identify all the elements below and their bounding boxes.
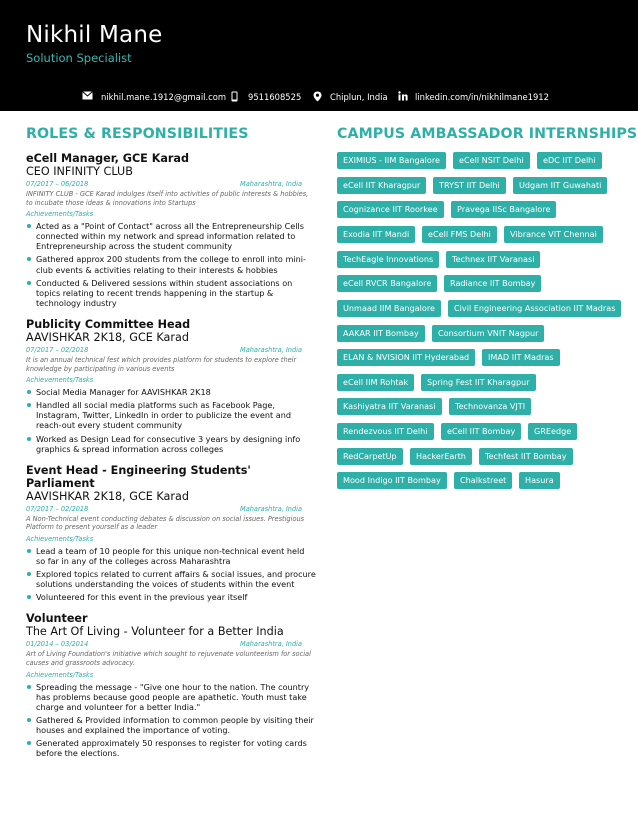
internship-tag: Technex IIT Varanasi [446, 251, 540, 268]
phone-icon [231, 91, 238, 102]
contact-location-text: Chiplun, India [330, 92, 388, 102]
job-organization: AAVISHKAR 2K18, GCE Karad [26, 489, 189, 503]
achievements-list [26, 546, 316, 602]
list-item-text: Acted as a "Point of Contact" across all the Entrepreneurship Cells connected within my network and spread information related to Entrepreneurship across the student community [36, 221, 304, 252]
list-item-text: Social Media Manager for AAVISHKAR 2K18 [36, 387, 211, 398]
job-meta [26, 180, 316, 190]
contact-email-text: nikhil.mane.1912@gmail.com [101, 92, 227, 102]
job-title: Publicity Committee Head [26, 317, 191, 331]
list-item [26, 221, 316, 251]
contact-bar [0, 91, 638, 105]
internship-tag: EXIMIUS - IIM Bangalore [337, 152, 446, 169]
internship-tag: Rendezvous IIT Delhi [337, 423, 434, 440]
section-title: CAMPUS AMBASSADOR INTERNSHIPS [337, 126, 638, 142]
list-item [26, 592, 316, 602]
job-entry [26, 464, 316, 603]
job-description: INFINITY CLUB - GCE Karad indulges itself into activities of public interests & hobbies, to incubate those ideas & innovations into Startups [26, 190, 309, 207]
list-item [26, 546, 316, 566]
internship-tag: Vibrance VIT Chennai [504, 226, 603, 243]
list-item-text: Worked as Design Lead for consecutive 3 years by designing info graphics & spread information across colleges [36, 433, 301, 454]
job-date: 07/2017 – 02/2018 [26, 345, 89, 354]
bullet-dot-icon [27, 718, 31, 722]
internship-tag: Exodia IIT Mandi [337, 226, 415, 243]
internship-tag: AAKAR IIT Bombay [337, 325, 425, 342]
internship-tag: Chalkstreet [454, 472, 512, 489]
list-item [26, 434, 316, 454]
internship-tag: Hasura [519, 472, 560, 489]
job-meta [26, 346, 316, 356]
bullet-dot-icon [27, 437, 31, 441]
contact-linkedin-text: linkedin.com/in/nikhilmane1912 [415, 92, 549, 102]
location-icon [313, 91, 322, 102]
job-title: eCell Manager, GCE Karad [26, 152, 189, 165]
internship-tag: eCell IIT Bombay [441, 423, 521, 440]
job-location: Maharashtra, India [240, 345, 303, 354]
internship-tag: Civil Engineering Association IIT Madras [448, 300, 621, 317]
roles-section [26, 126, 316, 768]
internship-tag: RedCarpetUp [337, 448, 403, 465]
job-organization: CEO INFINITY CLUB [26, 165, 133, 178]
list-item-text: Volunteered for this event in the previous year itself [36, 592, 248, 603]
list-item-text: Handled all social media platforms such as Facebook Page, Instagram, Twitter, LinkedIn in order to publicize the event and reach-out every student community [36, 400, 291, 431]
achievements-label: Achievements/Tasks [26, 210, 94, 219]
achievements-label: Achievements/Tasks [26, 534, 94, 543]
job-description: Art of Living Foundation's initiative which sought to rejuvenate volunteerism for social causes and grassroots advocacy. [26, 650, 311, 667]
bullet-dot-icon [27, 257, 31, 261]
internship-tag: HackerEarth [410, 448, 472, 465]
job-title: Volunteer [26, 612, 88, 626]
internship-tag: Pravega IISc Bangalore [451, 201, 556, 218]
job-entry [26, 612, 316, 758]
list-item [26, 738, 316, 758]
list-item-text: Spreading the message - "Give one hour to the nation. The country has problems because good people are apathetic. Youth must take charge and volunteer for a better India." [36, 681, 310, 712]
internship-tag: GREedge [528, 423, 577, 440]
job-title: Event Head - Engineering Students' Parliament [26, 463, 251, 490]
bullet-dot-icon [27, 224, 31, 228]
job-description: It is an annual technical fest which provides platform for students to explore their knowledge by participating in various events [26, 355, 297, 373]
achievements-label: Achievements/Tasks [26, 376, 94, 385]
list-item-text: Explored topics related to current affairs & social issues, and procure solutions understanding the voices of students within the event [36, 569, 316, 590]
list-item-text: Generated approximately 50 responses to register for voting cards before the elections. [36, 738, 307, 759]
internship-tag: ELAN & NVISION IIT Hyderabad [337, 349, 475, 366]
email-icon [82, 91, 93, 100]
list-item [26, 569, 316, 589]
internship-tag: TRYST IIT Delhi [433, 177, 506, 194]
internships-section [337, 126, 638, 485]
job-entry [26, 152, 316, 308]
job-location: Maharashtra, India [240, 504, 303, 513]
job-location: Maharashtra, India [240, 180, 303, 188]
achievements-list [26, 387, 316, 454]
bullet-dot-icon [27, 403, 31, 407]
bullet-dot-icon [27, 572, 31, 576]
linkedin-icon [398, 91, 408, 101]
internship-tag: eCell RVCR Bangalore [337, 275, 437, 292]
internship-tag: Spring Fest IIT Kharagpur [421, 374, 536, 391]
list-item [26, 254, 316, 274]
job-description: A Non-Technical event conducting debates & discussion on social issues. Prestigious Platform to present yourself as a leader [26, 514, 305, 532]
internship-tag: eCell NSIT Delhi [453, 152, 530, 169]
job-entry [26, 318, 316, 454]
list-item [26, 682, 316, 712]
list-item-text: Conducted & Delivered sessions within student associations on topics relating to recent trends happening in the startup & technology industry [36, 277, 293, 308]
job-date: 07/2017 – 06/2018 [26, 180, 89, 188]
internship-tag: Radiance IIT Bombay [444, 275, 541, 292]
candidate-name: Nikhil Mane [26, 22, 163, 48]
job-meta [26, 640, 316, 650]
internship-tag: Cognizance IIT Roorkee [337, 201, 444, 218]
internship-tag: Kashiyatra IIT Varanasi [337, 398, 442, 415]
internship-tag: Techfest IIT Bombay [479, 448, 573, 465]
list-item [26, 715, 316, 735]
list-item-text: Lead a team of 10 people for this unique non-technical event held so far in any of the colleges across Maharashtra [36, 545, 305, 566]
achievements-list [26, 682, 316, 759]
job-organization: AAVISHKAR 2K18, GCE Karad [26, 330, 189, 344]
bullet-dot-icon [27, 741, 31, 745]
internship-tag: Unmaad IIM Bangalore [337, 300, 441, 317]
bullet-dot-icon [27, 390, 31, 394]
list-item [26, 400, 316, 430]
bullet-dot-icon [27, 281, 31, 285]
job-organization: The Art Of Living - Volunteer for a Better India [26, 625, 284, 639]
list-item-text: Gathered approx 200 students from the college to enroll into mini-club events & activities relating to their interests & hobbies [36, 254, 306, 275]
bullet-dot-icon [27, 685, 31, 689]
internship-tag: Udgam IIT Guwahati [513, 177, 607, 194]
internship-tag: Technovanza VJTI [449, 398, 531, 415]
internship-tag: eDC IIT Delhi [537, 152, 602, 169]
achievements-label: Achievements/Tasks [26, 670, 94, 679]
candidate-subtitle: Solution Specialist [26, 51, 132, 65]
list-item-text: Gathered & Provided information to common people by visiting their houses and explained the importance of voting. [36, 714, 314, 735]
internship-tag: TechEagle Innovations [337, 251, 439, 268]
internship-tag: IMAD IIT Madras [482, 349, 560, 366]
internship-tag: Mood Indigo IIT Bombay [337, 472, 447, 489]
list-item [26, 387, 316, 397]
job-location: Maharashtra, India [240, 640, 303, 649]
job-date: 07/2017 – 02/2018 [26, 504, 89, 513]
bullet-dot-icon [27, 549, 31, 553]
contact-phone-text: 9511608525 [248, 92, 302, 102]
resume-header [0, 0, 638, 111]
bullet-dot-icon [27, 595, 31, 599]
internship-tag: eCell FMS Delhi [422, 226, 497, 243]
internship-tag: Consortium VNIT Nagpur [432, 325, 544, 342]
internship-tag: eCell IIM Rohtak [337, 374, 414, 391]
section-title: ROLES & RESPONSIBILITIES [26, 126, 249, 142]
achievements-list [26, 221, 316, 308]
list-item [26, 278, 316, 308]
job-date: 01/2014 – 03/2014 [26, 640, 89, 649]
internship-tag: eCell IIT Kharagpur [337, 177, 426, 194]
job-meta [26, 505, 316, 515]
